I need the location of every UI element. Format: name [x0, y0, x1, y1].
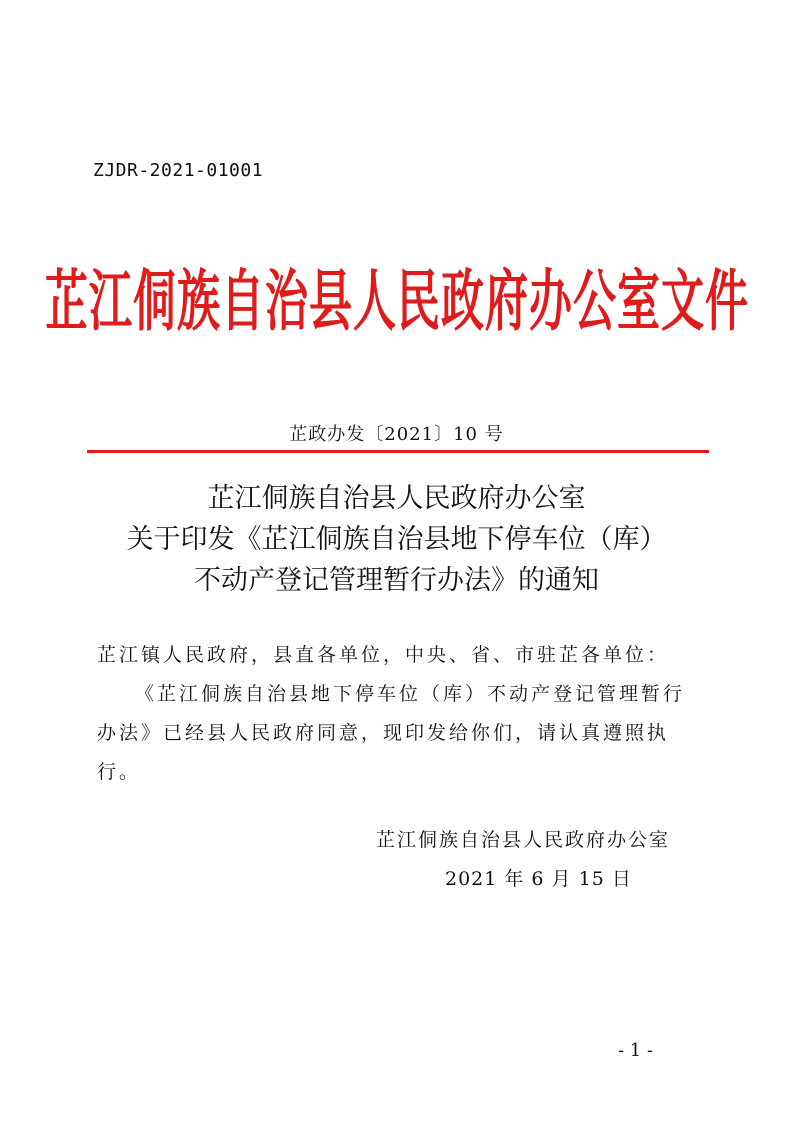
notice-title-line-1: 芷江侗族自治县人民政府办公室	[207, 483, 586, 514]
recipients-line: 芷江镇人民政府，县直各单位，中央、省、市驻芷各单位：	[97, 644, 670, 666]
red-separator-line	[87, 450, 709, 453]
issue-date: 2021 年 6 月 15 日	[445, 868, 632, 890]
page-number: - 1 -	[618, 1040, 654, 1061]
issuer-signature: 芷江侗族自治县人民政府办公室	[376, 829, 671, 851]
notice-title-line-2: 关于印发《芷江侗族自治县地下停车位（库）	[126, 524, 667, 555]
body-paragraph: 《芷江侗族自治县地下停车位（库）不动产登记管理暂行办法》已经县人民政府同意，现印发给你们，请认真遵照执行。	[97, 683, 686, 783]
document-number: 芷政办发〔2021〕10 号	[289, 424, 504, 445]
notice-title-line-3: 不动产登记管理暂行办法》的通知	[194, 565, 599, 596]
document-code: ZJDR-2021-01001	[93, 160, 264, 181]
document-header-title: 芷江侗族自治县人民政府办公室文件	[45, 262, 749, 341]
notice-title	[0, 478, 793, 601]
notice-body	[97, 636, 699, 792]
